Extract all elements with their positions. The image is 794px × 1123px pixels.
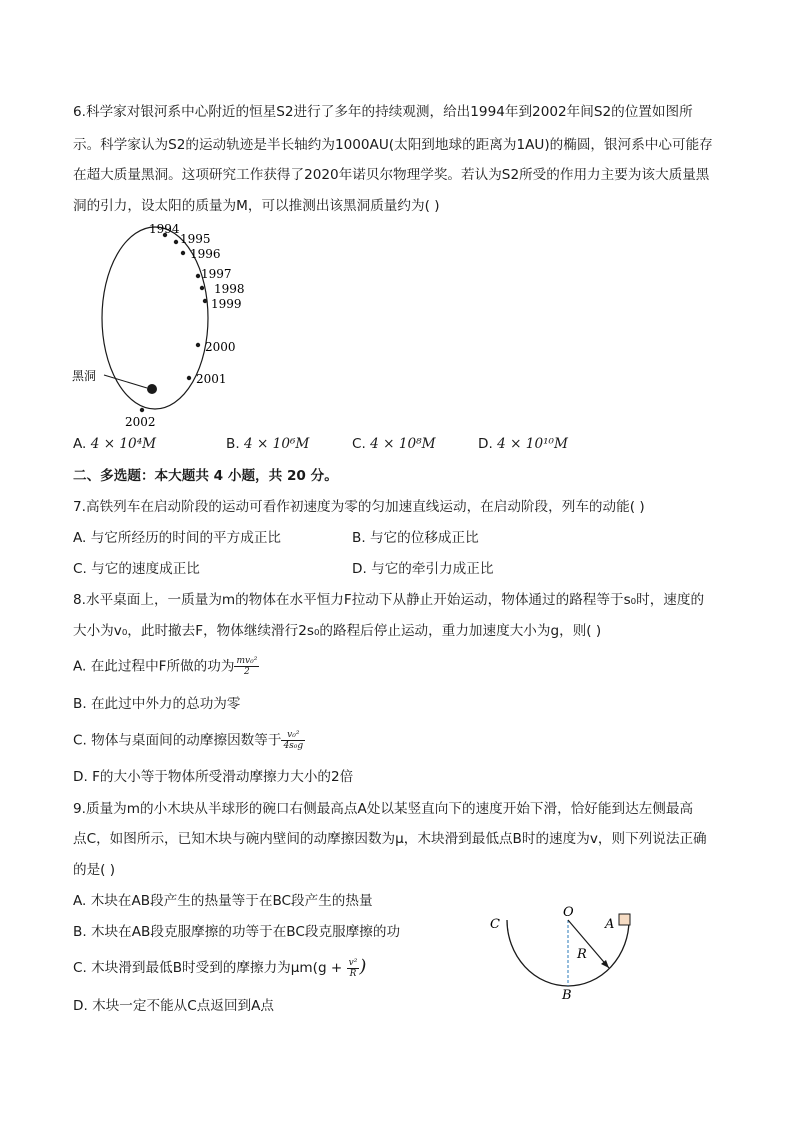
q7-option-b[interactable]: B. 与它的位移成正比: [352, 530, 479, 546]
label-b: B: [562, 988, 572, 1003]
year-label-1999: 1999: [211, 297, 242, 311]
year-label-2000: 2000: [205, 340, 236, 354]
q9-stem-line-1: 9.质量为m的小木块从半球形的碗口右侧最高点A处以某竖直向下的速度开始下滑，恰好能到达左侧最高: [73, 801, 694, 817]
q7-option-d[interactable]: D. 与它的牵引力成正比: [352, 561, 494, 577]
year-dot-1997: [196, 274, 200, 278]
q9-option-c[interactable]: C. 木块滑到最低B时受到的摩擦力为μm(g + $\frac{\text{v²}}{R}$ ): [73, 956, 367, 979]
q8-option-b[interactable]: B. 在此过中外力的总功为零: [73, 696, 241, 712]
q9-option-b[interactable]: B. 木块在AB段克服摩擦的功等于在BC段克服摩擦的功: [73, 924, 401, 940]
year-label-1996: 1996: [190, 247, 221, 261]
section-heading: 二、多选题：本大题共 4 小题，共 20 分。: [73, 468, 338, 484]
q9-stem-line-3: 的是( ): [73, 862, 116, 878]
year-dot-2001: [187, 376, 191, 380]
q6-option-d[interactable]: D. 4 × 10¹⁰M: [478, 436, 568, 452]
year-dot-1998: [200, 286, 204, 290]
q9-option-d[interactable]: D. 木块一定不能从C点返回到A点: [73, 998, 275, 1014]
q8-option-d[interactable]: D. F的大小等于物体所受滑动摩擦力大小的2倍: [73, 769, 354, 785]
year-dot-1995: [174, 240, 178, 244]
year-dot-2002: [140, 408, 144, 412]
year-label-1995: 1995: [180, 232, 211, 246]
label-o: O: [563, 905, 574, 920]
q7-option-c[interactable]: C. 与它的速度成正比: [73, 561, 200, 577]
q6-stem-line-2: 示。科学家认为S2的运动轨迹是半长轴约为1000AU(太阳到地球的距离为1AU)的椭圆，银河系中心可能存: [73, 137, 713, 153]
label-c: C: [490, 917, 500, 932]
q9-option-a[interactable]: A. 木块在AB段产生的热量等于在BC段产生的热量: [73, 893, 373, 909]
label-r: R: [577, 947, 587, 962]
q8-stem-line-2: 大小为v₀，此时撤去F，物体继续滑行2s₀的路程后停止运动，重力加速度大小为g，则( ): [73, 623, 602, 639]
q9-stem-line-2: 点C，如图所示，已知木块与碗内壁间的动摩擦因数为μ，木块滑到最低点B时的速度为v，则下列说法正确: [73, 831, 707, 847]
black-hole-dot: [147, 384, 157, 394]
q8-option-c[interactable]: C. 物体与桌面间的动摩擦因数等于 $\frac{\text{v₀²}}{\text{4s₀g}}$: [73, 730, 304, 751]
black-hole-label: 黑洞: [72, 369, 97, 383]
q6-option-b[interactable]: B. 4 × 10⁶M: [226, 436, 310, 452]
year-label-2002: 2002: [125, 415, 156, 429]
q6-option-c[interactable]: C. 4 × 10⁸M: [352, 436, 436, 452]
year-label-2001: 2001: [196, 372, 227, 386]
year-label-1994: 1994: [149, 222, 180, 236]
q6-stem-line-1: 6.科学家对银河系中心附近的恒星S2进行了多年的持续观测，给出1994年到2002年间S2的位置如图所: [73, 104, 693, 120]
q8-option-a[interactable]: A. 在此过程中F所做的功为 $\frac{\text{mv₀²}}{2}$: [73, 656, 258, 677]
bowl-figure: [482, 902, 642, 1007]
year-dot-1999: [203, 299, 207, 303]
q7-stem: 7.高铁列车在启动阶段的运动可看作初速度为零的匀加速直线运动，在启动阶段，列车的动能( ): [73, 499, 645, 515]
year-dot-2000: [196, 343, 200, 347]
year-dot-1996: [181, 251, 185, 255]
wooden-block: [619, 914, 630, 925]
q6-option-a[interactable]: A. 4 × 10⁴M: [73, 436, 157, 452]
q6-stem-line-3: 在超大质量黑洞。这项研究工作获得了2020年诺贝尔物理学奖。若认为S2所受的作用力主要为该大质量黑: [73, 167, 710, 183]
year-label-1998: 1998: [214, 282, 245, 296]
s2-orbit-figure: [68, 220, 258, 430]
radius-arrow: [568, 920, 609, 968]
q7-option-a[interactable]: A. 与它所经历的时间的平方成正比: [73, 530, 282, 546]
q8-stem-line-1: 8.水平桌面上，一质量为m的物体在水平恒力F拉动下从静止开始运动，物体通过的路程等于s₀时，速度的: [73, 592, 705, 608]
label-a: A: [605, 917, 615, 932]
q6-stem-line-4: 洞的引力，设太阳的质量为M，可以推测出该黑洞质量约为( ): [73, 198, 440, 214]
year-label-1997: 1997: [201, 267, 232, 281]
